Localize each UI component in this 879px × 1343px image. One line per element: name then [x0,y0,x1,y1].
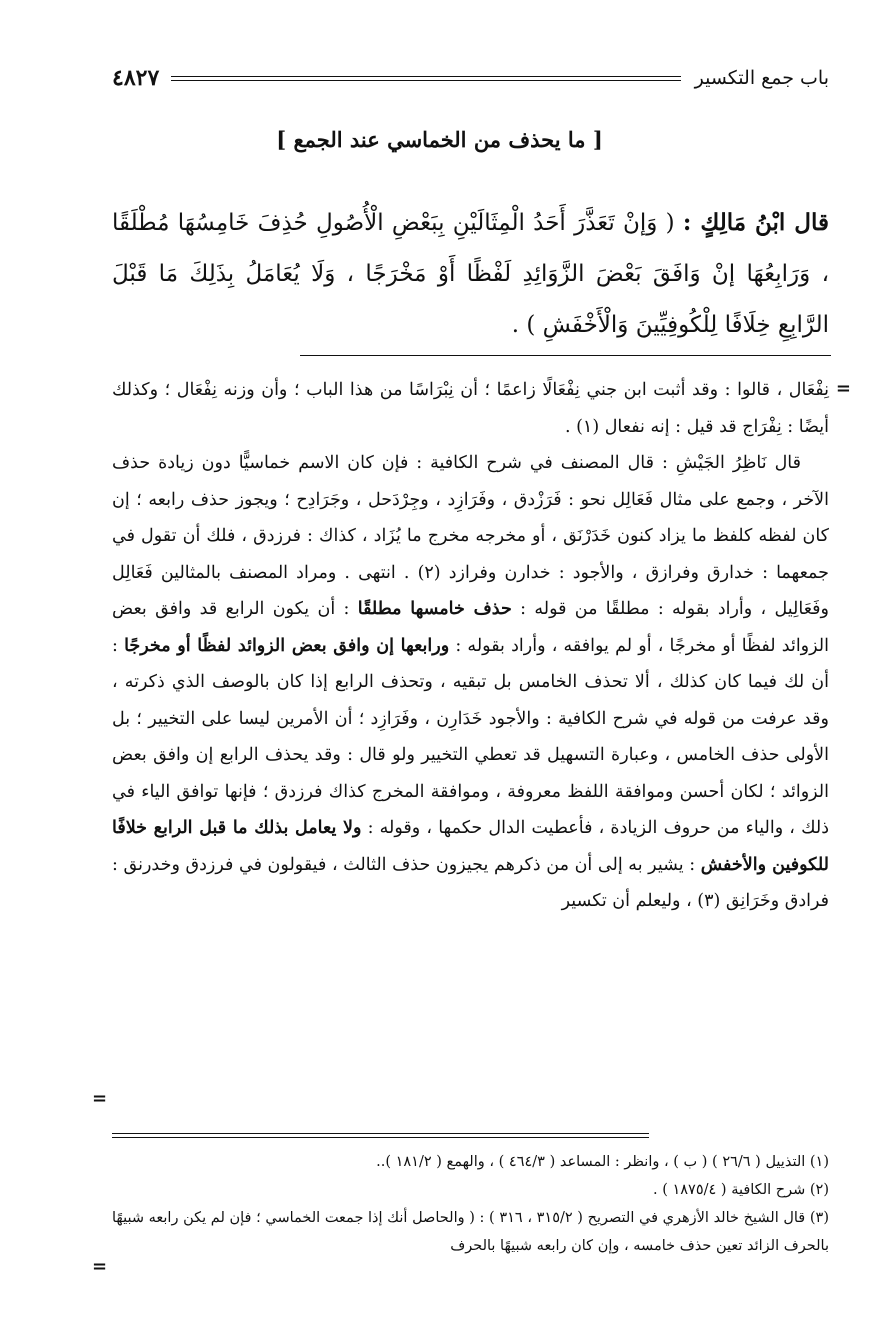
main-separator [300,355,831,356]
section-title: [ ما يحذف من الخماسي عند الجمع ] [276,127,603,152]
continuation-mark-footnote: = [92,1256,108,1277]
footnote-2: (٢) شرح الكافية ( ١٨٧٥/٤ ) . [653,1182,829,1198]
commentary-bold-quote: حذف خامسها مطلقًا [357,599,512,619]
main-quote [112,197,829,351]
footnote-3: (٣) قال الشيخ خالد الأزهري في التصريح ( ٣١٥/٢ ، ٣١٦ ) : ( والحاصل أنك إذا جمعت الخماسي ؛ فإن لم يكن رابعه شبيهًا بالحرف الزائد تعين حذف خامسه ، وإن كان رابعه شبيهًا بالحرف [112,1210,829,1254]
commentary-text: : أن لك فيما كان كذلك ، ألا تحذف الخامس بل تبقيه ، وتحذف الرابع إذا كان بالوصف الذي ذكرته ، وقد عرفت من قوله في شرح الكافية : والأجود خَدَارِن ، وفَرَازِد ؛ أن الأمرين ليسا على التخيير ؛ بل الأولى حذف الخامس ، وعبارة التسهيل قد تعطي التخيير ولو قال : وقد يحذف الرابع إن وافق بعض الزوائد ؛ لكان أحسن وموافقة اللفظ معروفة ، وموافقة المخرج كذاك فرزدق ؛ فإنها توافق الياء في ذلك ، والياء من حروف الزيادة ، فأعطيت الدال حكمها ، وقوله : [112,635,829,838]
commentary-bold-quote: ورابعها إن وافق بعض الزوائد لفظًا أو مخرجًا [124,635,450,656]
footnotes [112,1148,829,1260]
footnote-1: (١) التذييل ( ٢٦/٦ ) ( ب ) ، وانظر : المساعد ( ٤٦٤/٣ ) ، والهمع ( ١٨١/٢ ).. [376,1154,829,1170]
commentary [112,372,829,920]
footnote-separator [112,1133,649,1138]
commentary-text: نِفْعَال ، قالوا : وقد أثبت ابن جني نِفْعَالًا زاعمًا ؛ أن نِبْرَاسًا من هذا الباب ؛ وأن وزنه نِفْعَال ؛ وكذلك أيضًا : نِفْرَاج قد قيل : إنه نفعال (١) . [112,380,829,437]
main-speaker: قال ابْنُ مَالِكٍ : [682,209,829,236]
commentary-paragraph [112,372,829,445]
commentary-text: : أن يكون الرابع قد وافق بعض الزوائد لفظًا أو مخرجًا ، أو لم يوافقه ، وأراد بقوله : [112,599,829,656]
continuation-mark-top: = [835,378,851,399]
commentary-text: قال المصنف في شرح الكافية : فإن كان الاسم خماسيًّا دون زيادة حذف الآخر ، وجمع على مثال فَعَالِل نحو : فَرَزْدق ، وفَرَازِد ، وجِرْدَحل ، وجَرَادِح ؛ ويجوز حذف رابعه ؛ إن كان لفظه كلفظ ما يزاد كنون خَدَرْنَق ، أو مخرجه مخرج ما يُزَاد ، كذاك : فرزدق ، فلك أن تقول في جمعهما : خدارق وفرازق ، والأجود : خدارن وفرازد (٢) . انتهى . ومراد المصنف بالمثالين فَعَالِل وفَعَالِيل ، وأراد بقوله : مطلقًا من قوله : [112,453,829,619]
commentary-text: : يشير به إلى أن من ذكرهم يجيزون حذف الثالث ، فيقولون في فرزدق وخدرنق : فرادق وخَرَانِق (٣) ، وليعلم أن تكسير [112,854,829,911]
page-number: ٤٨٢٧ [112,65,160,91]
commentary-paragraph [112,445,829,920]
page-header [112,58,829,98]
commentary-bold-quote: ولا يعامل بذلك ما قبل الرابع خلافًا للكوفين والأخفش [112,818,829,875]
chapter-title: باب جمع التكسير [694,67,829,89]
commentary-speaker: قال نَاظِرُ الجَيْشِ : [661,453,801,473]
continuation-mark-commentary: = [92,1088,108,1109]
header-rule [171,76,680,81]
main-quote-text: ( وَإنْ تَعَذَّرَ أَحَدُ الْمِثَالَيْنِ بِبَعْضِ الْأُصُولِ حُذِفَ خَامِسُهَا مُطْلَقًا ، وَرَابِعُهَا إنْ وَافَقَ بَعْضَ الزَّوَائِدِ لَفْظًا أَوْ مَخْرَجًا ، وَلَا يُعَامَلُ بِذَلِكَ مَا قَبْلَ الرَّابِعِ خِلَافًا لِلْكُوفِيِّينَ وَالْأَخْفَشِ ) . [112,210,829,338]
